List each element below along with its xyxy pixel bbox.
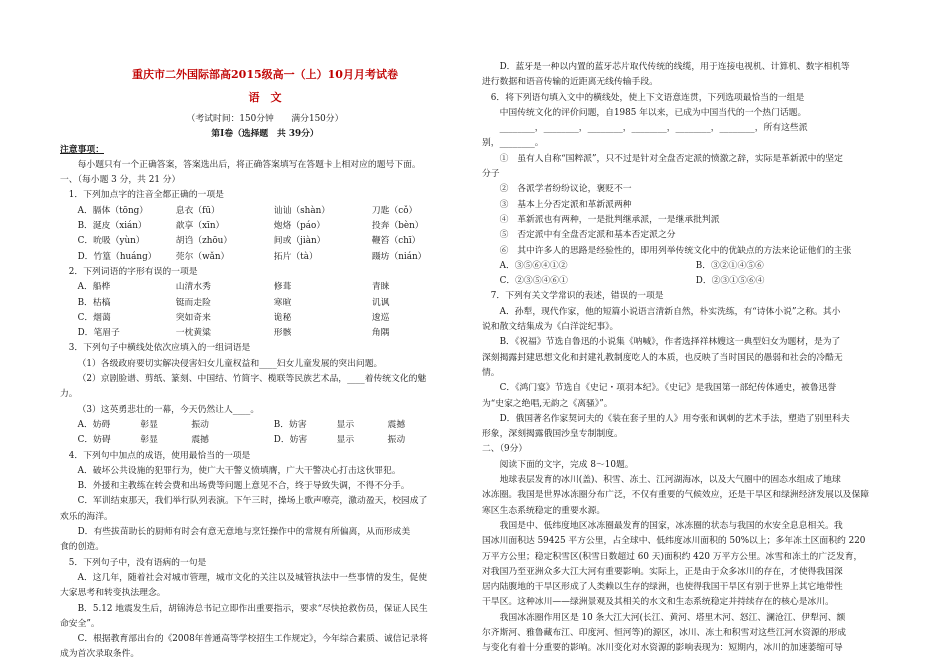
q3-option: 振动 xyxy=(387,435,406,446)
passage-line: 居内陆腹地的干旱区形成了人类赖以生存的绿洲，也使得我国干旱区有别于世界上其它地带性 xyxy=(482,582,843,593)
q3-option: 显示 xyxy=(336,435,355,446)
q7-option-b-cont: 情。 xyxy=(482,367,500,378)
q2-option: B．枯槁 xyxy=(77,297,111,308)
q1-option: 蹑坊（nián） xyxy=(371,251,427,262)
q4-option-d-cont: 食的创造。 xyxy=(60,542,104,553)
q7-option-a: A．孙犁，现代作家，他的短篇小说语言清新自然，朴实洗练，有“诗体小说”之称。其小 xyxy=(499,306,841,317)
q3-sentence: （1）各级政府要切实解决侵害妇女儿童权益和____妇女儿童发展的突出问题。 xyxy=(77,358,383,369)
q6-choice-row xyxy=(482,259,892,274)
q2-stem: 2．下列词语的字形有误的一项是 xyxy=(68,266,198,277)
q1-option: D．竹篁（huáng） xyxy=(77,251,157,262)
q1-row xyxy=(60,250,470,265)
q3-option: 振动 xyxy=(191,419,209,430)
q4-option-c: C．军训结束那天，我们举行队列表演。下午三时，操场上歌声嘹亮，激动盈天，校园成了 xyxy=(77,496,428,507)
q5-option-a: A．这几年，随着社会对城市管理，城市文化的关注以及城管执法中一些事情的发生，促使 xyxy=(77,572,428,583)
q1-option: B．涎皮（xián） xyxy=(77,221,147,232)
q6-sentence-cont: 分子 xyxy=(482,169,500,180)
q2-option: 讥讽 xyxy=(371,297,390,308)
part1-heading: 第Ⅰ卷（选择题 共 39分） xyxy=(211,129,319,140)
q5-option-b-cont: 命安全”。 xyxy=(60,618,100,629)
subject-title: 语 文 xyxy=(248,91,282,104)
q6-sentence: ⑥ 其中许多人的思路是经验性的，即用列举传统文化中的优缺点的方法来论证他们的主张 xyxy=(499,245,852,256)
q6-sentence: ⑤ 否定派中有全盘否定派和基本否定派之分 xyxy=(499,230,676,241)
q3-option: D．妨害 xyxy=(273,435,308,446)
q2-option: 突如奇来 xyxy=(175,312,211,323)
q6-choice: C．②③⑤④⑥① xyxy=(499,276,568,287)
q5-option-d-cont: 进行数据和语音传输的近距离无线传输手段。 xyxy=(482,77,658,88)
q2-option: 一枕黄粱 xyxy=(175,328,211,339)
q6-sentence: ③ 基本上分否定派和革新派两种 xyxy=(499,199,632,210)
q2-option: 修葺 xyxy=(273,282,292,293)
q1-option: 莞尔（wǎn） xyxy=(175,251,230,262)
notice-text: 每小题只有一个正确答案，答案选出后，将正确答案填写在答题卡上相对应的题号下面。 xyxy=(77,159,421,170)
q7-option-b: B．《祝福》节选自鲁迅的小说集《呐喊》，作者选择祥林嫂这一典型妇女为题材，是为了 xyxy=(499,337,841,348)
q3-row xyxy=(60,433,470,448)
q6-choice: A．③⑤⑥④①② xyxy=(499,260,568,271)
q4-option-c-cont: 欢乐的海洋。 xyxy=(60,511,113,522)
passage-line: 冰冻圈。我国是世界冰冻圈分布广泛，不仅有重要的气候效应，还是干旱区和绿洲经济发展以及保障 xyxy=(482,490,870,501)
q4-option-d: D．有些拔苗助长的厨师有时会有意无意地与烹饪操作中的常规有所偏离，从而形成美 xyxy=(77,527,411,538)
q6-choice: D．②③①⑤⑥④ xyxy=(695,276,765,287)
q3-option: B．妨害 xyxy=(273,419,307,430)
q7-option-a-cont: 说和散文结集成为《白洋淀纪事》。 xyxy=(482,322,619,333)
q5-option-b: B．5.12 地震发生后，胡锦涛总书记立即作出重要指示，要求“尽快抢救伤员，保证人民生 xyxy=(77,603,428,614)
left-column xyxy=(60,60,470,663)
q1-row xyxy=(60,204,470,219)
passage-line: 与变化有着十分重要的影响。冰川变化对水资源的影响表现为：短期内，冰川的加速萎缩可导 xyxy=(482,643,843,654)
passage-line: 地球表层发育的冰川(盖)、积雪、冻土、江河湖海冰，以及大气圈中的固态水组成了地球 xyxy=(499,475,841,486)
q2-option: C．烟蔼 xyxy=(77,312,111,323)
passage-line: 尔齐斯河、雅鲁藏布江、印度河、恒河等)的源区，冰川、冻土和积雪对这些江河水资源的形成 xyxy=(482,627,847,638)
q2-row xyxy=(60,296,470,311)
q3-sentence: （3）这英勇悲壮的一幕，今天仍然让人____。 xyxy=(77,404,260,415)
q1-stem: 1．下列加点字的注音全都正确的一项是 xyxy=(68,190,224,201)
q1-row xyxy=(60,234,470,249)
q1-option: 投奔（bèn） xyxy=(371,221,424,232)
q7-option-d-cont: 形象，深刻揭露俄国沙皇专制制度。 xyxy=(482,429,623,440)
q3-option: 震撼 xyxy=(191,435,209,446)
q1-option: 息衣（fū） xyxy=(175,205,220,216)
q1-option: 刀匙（cǒ） xyxy=(371,205,418,216)
q3-option: 彰显 xyxy=(140,435,158,446)
q3-option: 彰显 xyxy=(140,419,158,430)
q7-stem: 7．下列有关文学常识的表述，错误的一项是 xyxy=(490,291,664,302)
q7-option-b-cont: 深刻揭露封建思想文化和封建礼教制度吃人的本质，也反映了当时国民的愚弱和社会的冷酷无 xyxy=(482,352,843,363)
passage-line: 寒区生态系统稳定的重要水源。 xyxy=(482,505,606,516)
q3-option: 显示 xyxy=(336,419,355,430)
q2-option: 青睐 xyxy=(371,282,390,293)
q5-option-c: C．根据教育部出台的《2008年普通高等学校招生工作规定》，今年综合素质、诚信记录将 xyxy=(77,634,428,645)
q3-stem: 3．下列句子中横线处依次应填入的一组词语是 xyxy=(68,343,251,354)
right-column xyxy=(482,60,892,657)
q2-option: 山清水秀 xyxy=(175,282,211,293)
q3-option: C．妨碍 xyxy=(77,435,111,446)
q1-option: 胡诌（zhōu） xyxy=(175,236,233,247)
q5-stem: 5．下列句子中，没有语病的一句是 xyxy=(68,557,207,568)
q7-option-d: D．俄国著名作家契诃夫的《装在套子里的人》用夸张和讽刺的艺术手法，塑造了别里科夫 xyxy=(499,413,850,424)
q1-option: A．膈体（tōng） xyxy=(77,205,149,216)
passage-line: 对我国乃至亚洲众多大江大河有重要影响。实际上，正是由于众多冰川的存在，才使得我国深 xyxy=(482,566,843,577)
q3-row xyxy=(60,418,470,433)
q6-sentence: ② 各派学者纷纷议论，褒贬不一 xyxy=(499,184,632,195)
q6-blanks-cont: 别，________。 xyxy=(482,138,544,149)
q7-option-c-cont: 为“史家之绝唱,无韵之《离骚》”。 xyxy=(482,398,613,409)
passage-line: 国冰川面积达 59425 平方公里，占全球中、低纬度冰川面积的 50%以上；多年冻土区面积约 220 xyxy=(482,536,866,547)
q3-option: 震撼 xyxy=(387,419,406,430)
q3-option: A．妨碍 xyxy=(77,419,111,430)
q2-option: 逡巡 xyxy=(371,312,390,323)
q2-option: A．船桦 xyxy=(77,282,111,293)
q3-sentence: 力。 xyxy=(60,389,78,400)
q1-option: C．吮吸（yùn） xyxy=(77,236,145,247)
q7-option-c: C．《鸿门宴》节选自《史记・项羽本纪》。《史记》是我国第一部纪传体通史，被鲁迅誉 xyxy=(499,383,837,394)
q6-stem: 6．将下列语句填入文中的横线处，使上下文语意连贯，下列选项最恰当的一组是 xyxy=(490,92,805,103)
q1-option: 讪讪（shàn） xyxy=(273,205,331,216)
section2-heading: 二、（9分） xyxy=(482,444,528,455)
q2-row xyxy=(60,311,470,326)
passage-line: 我国冰冻圈作用区是 10 条大江大河(长江、黄河、塔里木河、怒江、澜沧江、伊犁河、额 xyxy=(499,612,846,623)
q4-stem: 4．下列句中加点的成语，使用最恰当的一项是 xyxy=(68,450,251,461)
q1-option: 炮烙（páo） xyxy=(273,221,326,232)
notice-heading: 注意事项： xyxy=(60,144,104,155)
q2-row xyxy=(60,280,470,295)
q1-option: 间或（jiàn） xyxy=(273,236,326,247)
q1-option: 歆享（xīn） xyxy=(175,221,225,232)
q5-option-c-cont: 成为首次录取条件。 xyxy=(60,649,140,660)
passage-line: 干旱区。这种冰川——绿洲景观及其相关的水文和生态系统稳定并持续存在的核心是冰川。 xyxy=(482,597,834,608)
q1-option: 鞭笞（chī） xyxy=(371,236,421,247)
q2-option: 寒暄 xyxy=(273,297,292,308)
q3-sentence: （2）京剧脸谱、剪纸、篆刻、中国结、竹简字、榄联等民族艺术品，____着传统文化的魅 xyxy=(77,374,427,385)
q2-option: 诡秘 xyxy=(273,312,292,323)
q2-row xyxy=(60,326,470,341)
q2-option: D．笔眉子 xyxy=(77,328,120,339)
q2-option: 角隅 xyxy=(371,328,390,339)
q1-row xyxy=(60,219,470,234)
q6-choice: B．③②①④⑤⑥ xyxy=(695,260,764,271)
section1-heading: 一、（每小题 3 分，共 21 分） xyxy=(60,175,181,186)
q2-option: 形骸 xyxy=(273,328,292,339)
q6-text: 中国传统文化的评价问题，自1985 年以来，已成为中国当代的一个热门话题。 xyxy=(499,107,807,118)
q6-sentence: ④ 革新派也有两种，一是批判继承派，一是继承批判派 xyxy=(499,214,720,225)
passage-line: 万平方公里；稳定积雪区(积雪日数超过 60 天)面积约 420 万平方公里。冰雪和冻土的广泛发育， xyxy=(482,551,863,562)
passage-line: 我国是中、低纬度地区冰冻圈最发育的国家，冰冻圈的状态与我国的水安全息息相关。我 xyxy=(499,520,843,531)
exam-info: （考试时间：150分钟 满分150分） xyxy=(186,114,344,124)
section2-intro: 阅读下面的文字，完成 8～10题。 xyxy=(499,459,634,470)
q1-option: 拓片（tà） xyxy=(273,251,318,262)
q6-blanks: ________，________，________，________，________，________，所有这些派 xyxy=(499,123,808,134)
q5-option-d: D．蓝牙是一种以内置的蓝牙芯片取代传统的线缆，用于连接电视机、计算机、数字相机等 xyxy=(499,62,850,72)
q6-choice-row xyxy=(482,274,892,289)
q4-option-a: A．破坏公共设施的犯罪行为，使广大干警义愤填膺，广大干警决心打击这伙罪犯。 xyxy=(77,465,401,476)
q5-option-a-cont: 大家思考和转变执法理念。 xyxy=(60,588,166,599)
exam-title: 重庆市二外国际部高2015级高一（上）10月月考试卷 xyxy=(132,68,398,81)
q2-option: 铤而走险 xyxy=(175,297,211,308)
q6-sentence: ① 虽有人自称“国粹派”，只不过是针对全盘否定派的愤激之辞，实际是革新派中的坚定 xyxy=(499,153,843,164)
q4-option-b: B．外援和主教练在转会费和出场费等问题上意见不合，终于导致失调，不得不分手。 xyxy=(77,481,410,492)
